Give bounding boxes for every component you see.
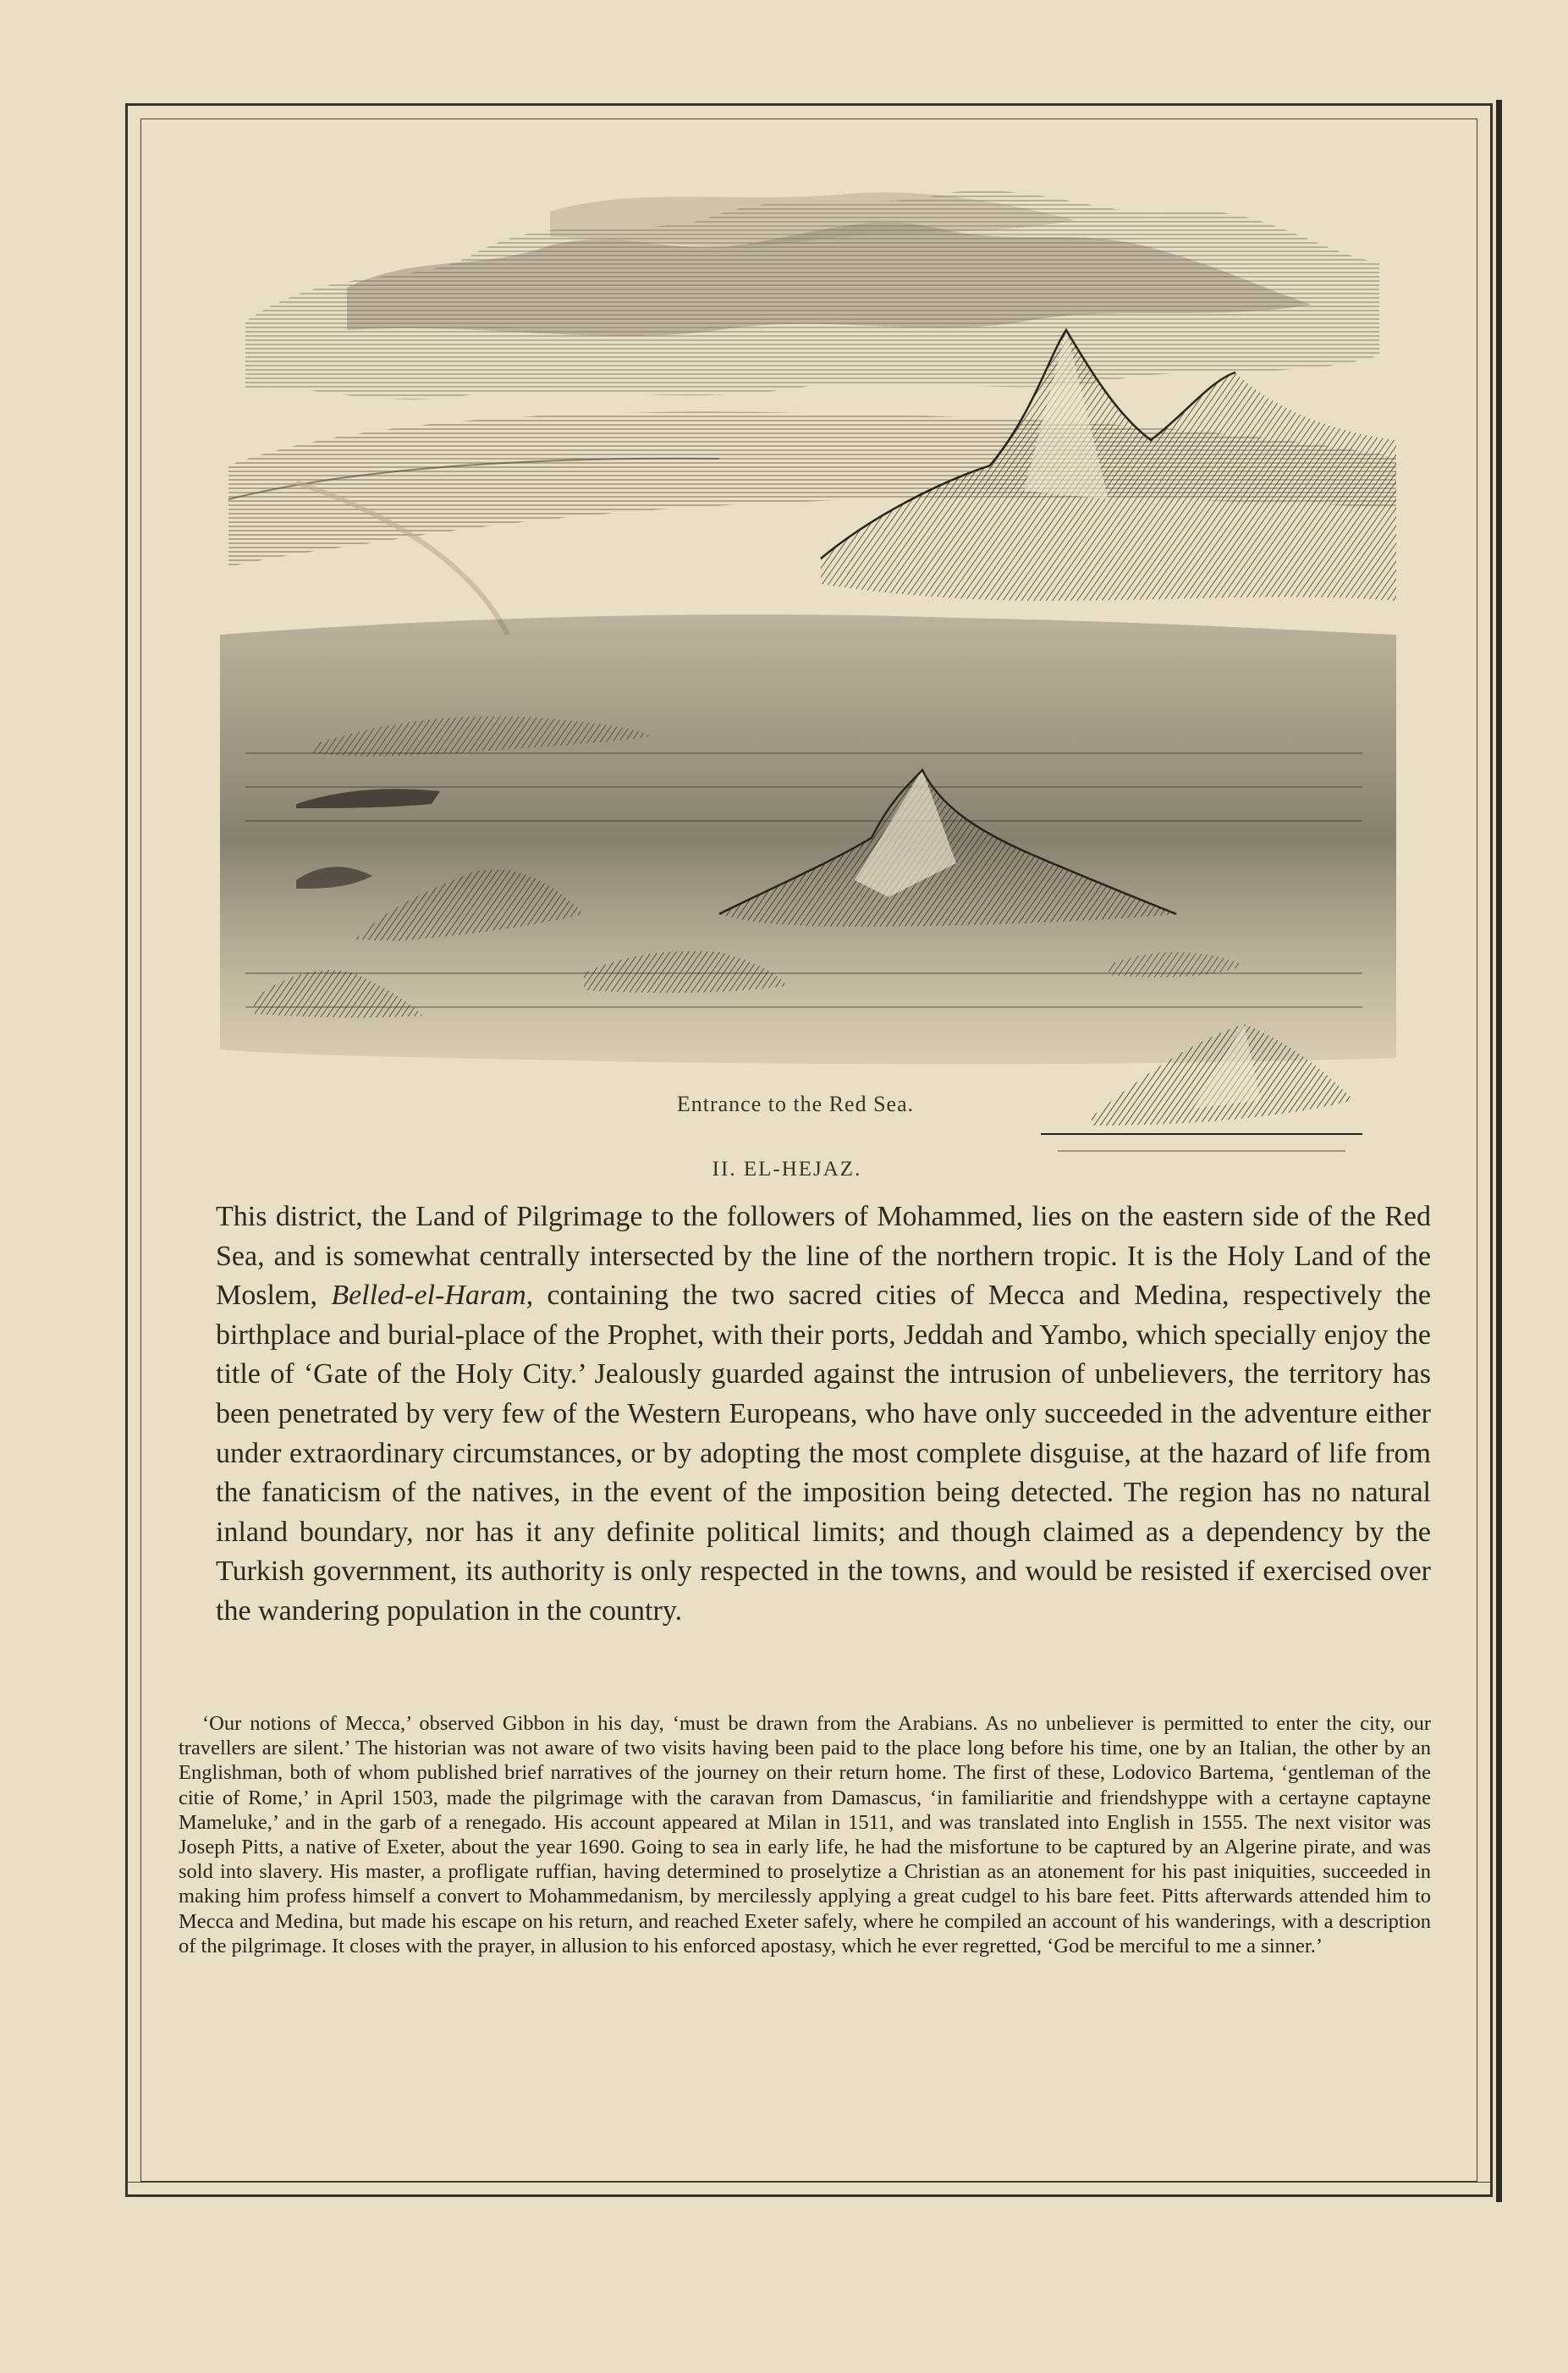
page-border-right-edge: [1496, 100, 1502, 2202]
red-sea-engraving: [195, 161, 1413, 1176]
page-border-bottom-rule: [125, 2182, 1493, 2183]
illustration-caption: Entrance to the Red Sea.: [676, 1092, 915, 1116]
main-paragraph: [179, 1198, 1431, 1632]
footnote-text: ‘Our notions of Mecca,’ observed Gibbon in his day, ‘must be drawn from the Arabians. As no unbeliever is permitted to enter the city, our travellers are silent.’ The historian was not aware of two visits having been paid to the place long before his time, one by an Italian, the other by an Englishman, both of whom published brief narratives of the journey on their return home. The first of these, Lodovico Bartema, ‘gentleman of the citie of Rome,’ in April 1503, made the pilgrimage with the caravan from Damascus, ‘in familiaritie and friendshyppe with a certayne captayne Mameluke,’ and in the garb of a renegado. His account appeared at Milan in 1511, and was translated into English in 1555. The next visitor was Joseph Pitts, a native of Exeter, about the year 1690. Going to sea in early life, he had the misfortune to be captured by an Algerine pirate, and was sold into slavery. His master, a profligate ruffian, having determined to proselytize a Christian as an atonement for his past iniquities, succeeded in making him profess himself a convert to Mohammedanism, by mercilessly applying a great cudgel to his bare feet. Pitts afterwards attended him to Mecca and Medina, but made his escape on his return, and reached Exeter safely, where he compiled an account of his wanderings, with a description of the pilgrimage. It closes with the prayer, in allusion to his enforced apostasy, which he ever regretted, ‘God be merciful to me a sinner.’: [179, 1712, 1431, 1957]
paragraph-text-end: containing the two sacred cities of Mecca and Medina, respectively the birthplace and burial-place of the Prophet, with their ports, Jeddah and Yambo, which specially enjoy the title of ‘Gate of the Holy City.’ Jealously guarded against the intrusion of unbelievers, the territory has been penetrated by very few of the Western Europeans, who have only succeeded in the adventure either under extraordinary circumstances, or by adopting the most complete disguise, at the hazard of life from the fanaticism of the natives, in the event of the imposition being detected. The region has no natural inland boundary, nor has it any definite political limits; and though claimed as a dependency by the Turkish government, its authority is only respected in the towns, and would be resisted if exercised over the wandering population in the country.: [216, 1280, 1431, 1627]
cloud-layer: [245, 190, 1379, 399]
section-heading: II. EL-HEJAZ.: [712, 1158, 862, 1181]
footnote-paragraph: [179, 1711, 1431, 1958]
italic-term: Belled-el-Haram,: [331, 1280, 534, 1312]
paragraph-text-start: This district, the Land of Pilgrimage to the followers of Mohammed, lies on the eastern side of the Red Sea, and is somewhat centrally intersected by the line of the northern tropic. It is the Holy Land of the Moslem,: [216, 1201, 1431, 1312]
